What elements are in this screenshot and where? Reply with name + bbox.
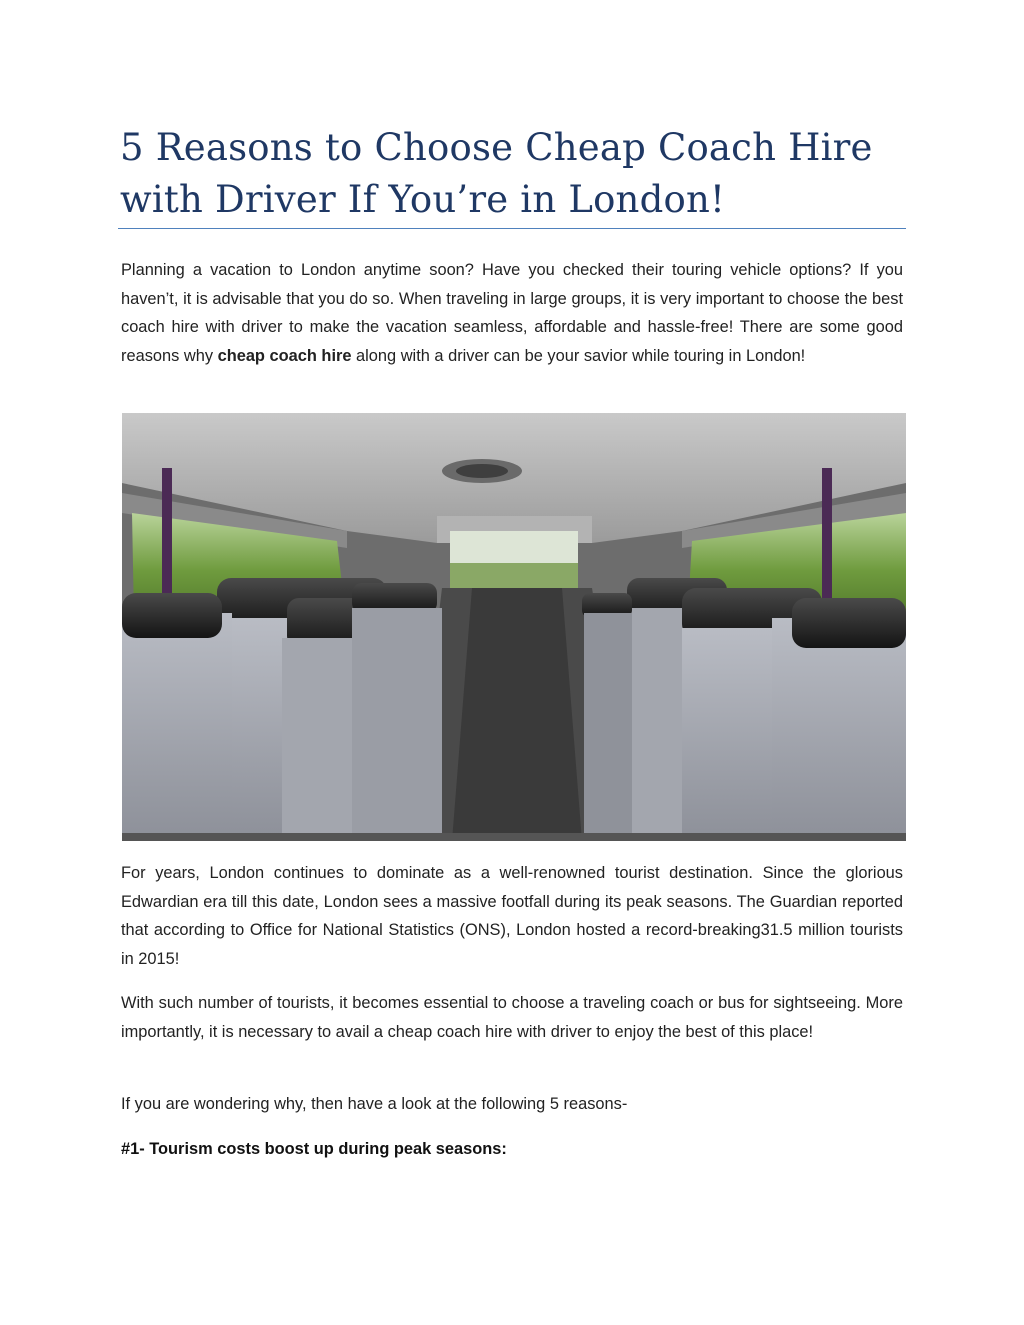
paragraph-tourism-stats: For years, London continues to dominate as a well-renowned tourist destination. Since the glorious Edwardian era till this date, London sees a massive footfall during its peak seasons. The Guardian reported that according to Office for National Statistics (ONS), London hosted a record-breaking31.5 million tourists in 2015! bbox=[121, 864, 903, 968]
intro-text-start: Planning a vacation to London anytime soon? Have you checked their touring vehicle options? If you haven’t, it is advisable that you do so. When traveling in large groups, it is very important to choose the best coach hire with driver to make the vacation seamless, affordable and hassle-free! There are some good reasons why bbox=[121, 261, 903, 365]
paragraph-reasons-intro: If you are wondering why, then have a look at the following 5 reasons- bbox=[121, 1095, 628, 1113]
section-heading-reason-1: #1- Tourism costs boost up during peak seasons: bbox=[121, 1140, 507, 1158]
title-underline-rule bbox=[118, 228, 906, 229]
intro-paragraph bbox=[121, 256, 903, 370]
coach-interior-photo bbox=[122, 413, 906, 841]
paragraph-sightseeing: With such number of tourists, it becomes essential to choose a traveling coach or bus for sightseeing. More importantly, it is necessary to avail a cheap coach hire with driver to enjoy the best of this place! bbox=[121, 994, 903, 1041]
intro-text-end: along with a driver can be your savior while touring in London! bbox=[351, 346, 806, 365]
page-title: 5 Reasons to Choose Cheap Coach Hire with Driver If You’re in London! bbox=[120, 126, 873, 221]
intro-bold-keyword: cheap coach hire bbox=[217, 346, 352, 365]
